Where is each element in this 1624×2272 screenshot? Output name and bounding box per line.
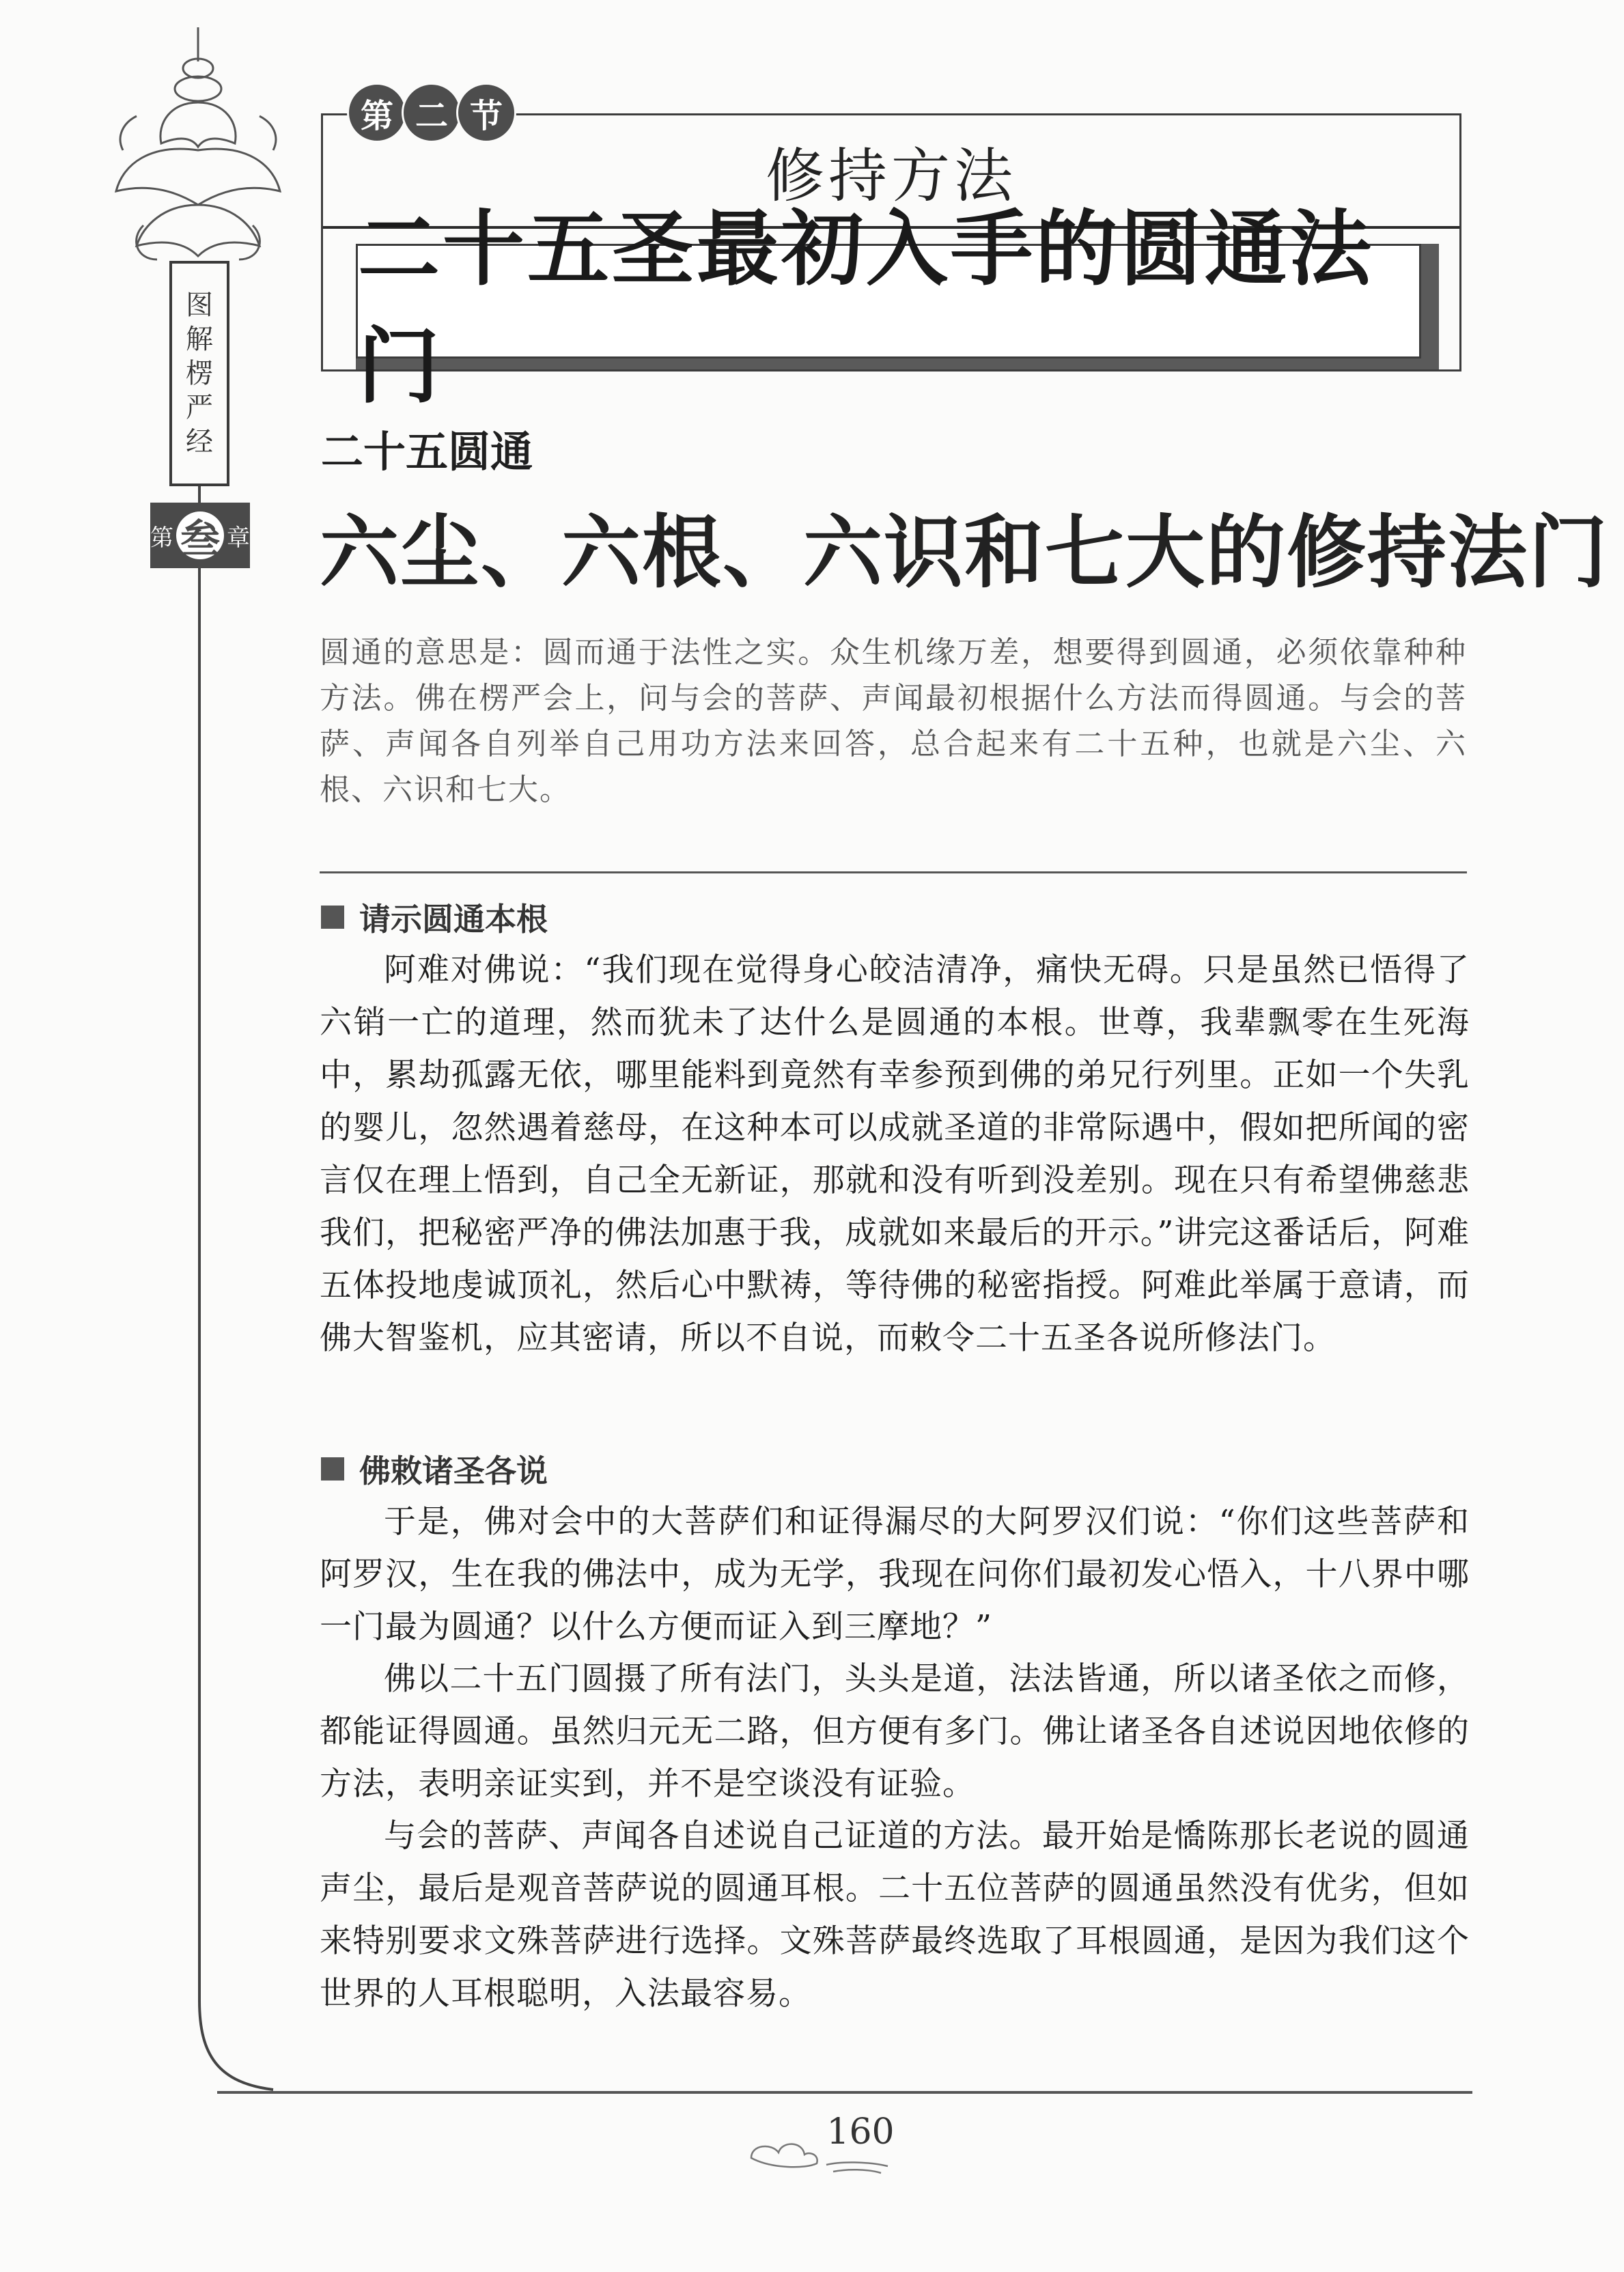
section-heading <box>321 895 548 940</box>
body-paragraph: 与会的菩萨、声闻各自述说自己证道的方法。最开始是憍陈那长老说的圆通声尘，最后是观音菩萨说的圆通耳根。二十五位菩萨的圆通虽然没有优劣，但如来特别要求文殊菩萨进行选择。文殊菩萨最终选取了耳根圆通，是因为我们这个世界的人耳根聪明，入法最容易。 <box>320 1817 1470 2012</box>
square-bullet-icon <box>321 906 344 929</box>
body-paragraph: 佛以二十五门圆摄了所有法门，头头是道，法法皆通，所以诸圣依之而修，都能证得圆通。虽然归元无二路，但方便有多门。佛让诸圣各自述说因地依修的方法，表明亲证实到，并不是空谈没有证验。 <box>320 1660 1470 1803</box>
section-top-title: 修持方法 <box>323 115 1459 229</box>
page-number: 160 <box>826 2112 895 2152</box>
section-main-title-frame <box>356 201 1439 415</box>
book-title-char: 严 <box>186 392 213 423</box>
book-title-char: 经 <box>186 426 213 458</box>
intro-paragraph: 圆通的意思是：圆而通于法性之实。众生机缘万差，想要得到圆通，必须依靠种种方法。佛在楞严会上，问与会的菩萨、声闻最初根据什么方法而得圆通。与会的菩萨、声闻各自列举自己用功方法来回答，总合起来有二十五种，也就是六尘、六根、六识和七大。 <box>320 635 1467 807</box>
section-tag-char: 第 <box>347 83 407 143</box>
section-heading <box>321 1446 548 1491</box>
section-main-title: 二十五圣最初入手的圆通法门 <box>356 244 1421 359</box>
chapter-number: 叁 <box>176 511 224 559</box>
section-heading-text: 佛敕诸圣各说 <box>359 1453 548 1489</box>
book-title-char: 解 <box>186 324 213 355</box>
section-tag-char: 二 <box>402 83 462 143</box>
body-paragraph: 于是，佛对会中的大菩萨们和证得漏尽的大阿罗汉们说：“你们这些菩萨和阿罗汉，生在我的佛法中，成为无学，我现在问你们最初发心悟入，十八界中哪一门最为圆通？以什么方便而证入到三摩地？” <box>320 1503 1470 1646</box>
subtitle-big: 六尘、六根、六识和七大的修持法门 <box>320 506 1609 599</box>
chapter-badge <box>150 503 250 568</box>
section-header-box <box>321 113 1461 415</box>
section-tag <box>347 82 511 143</box>
book-title-label <box>169 261 229 486</box>
section-heading-text: 请示圆通本根 <box>359 901 548 938</box>
square-bullet-icon <box>321 1457 344 1481</box>
body-paragraph: 阿难对佛说：“我们现在觉得身心皎洁清净，痛快无碍。只是虽然已悟得了六销一亡的道理，然而犹未了达什么是圆通的本根。世尊，我辈飘零在生死海中，累劫孤露无依，哪里能料到竟然有幸参预到佛的弟兄行列里。正如一个失乳的婴儿，忽然遇着慈母，在这种本可以成就圣道的非常际遇中，假如把所闻的密言仅在理上悟到，自己全无新证，那就和没有听到没差别。现在只有希望佛慈悲我们，把秘密严净的佛法加惠于我，成就如来最后的开示。”讲完这番话后，阿难五体投地虔诚顶礼，然后心中默祷，等待佛的秘密指授。阿难此举属于意请，而佛大智鉴机，应其密请，所以不自说，而敕令二十五圣各说所修法门。 <box>320 951 1470 1357</box>
divider <box>320 871 1467 873</box>
section-tag-char: 节 <box>456 83 516 143</box>
book-title-char: 楞 <box>186 358 213 389</box>
subtitle-small: 二十五圆通 <box>321 427 533 477</box>
footer-divider <box>217 2091 1472 2094</box>
chapter-suffix: 章 <box>227 524 250 552</box>
book-title-char: 图 <box>186 290 213 321</box>
chapter-prefix: 第 <box>150 524 173 552</box>
